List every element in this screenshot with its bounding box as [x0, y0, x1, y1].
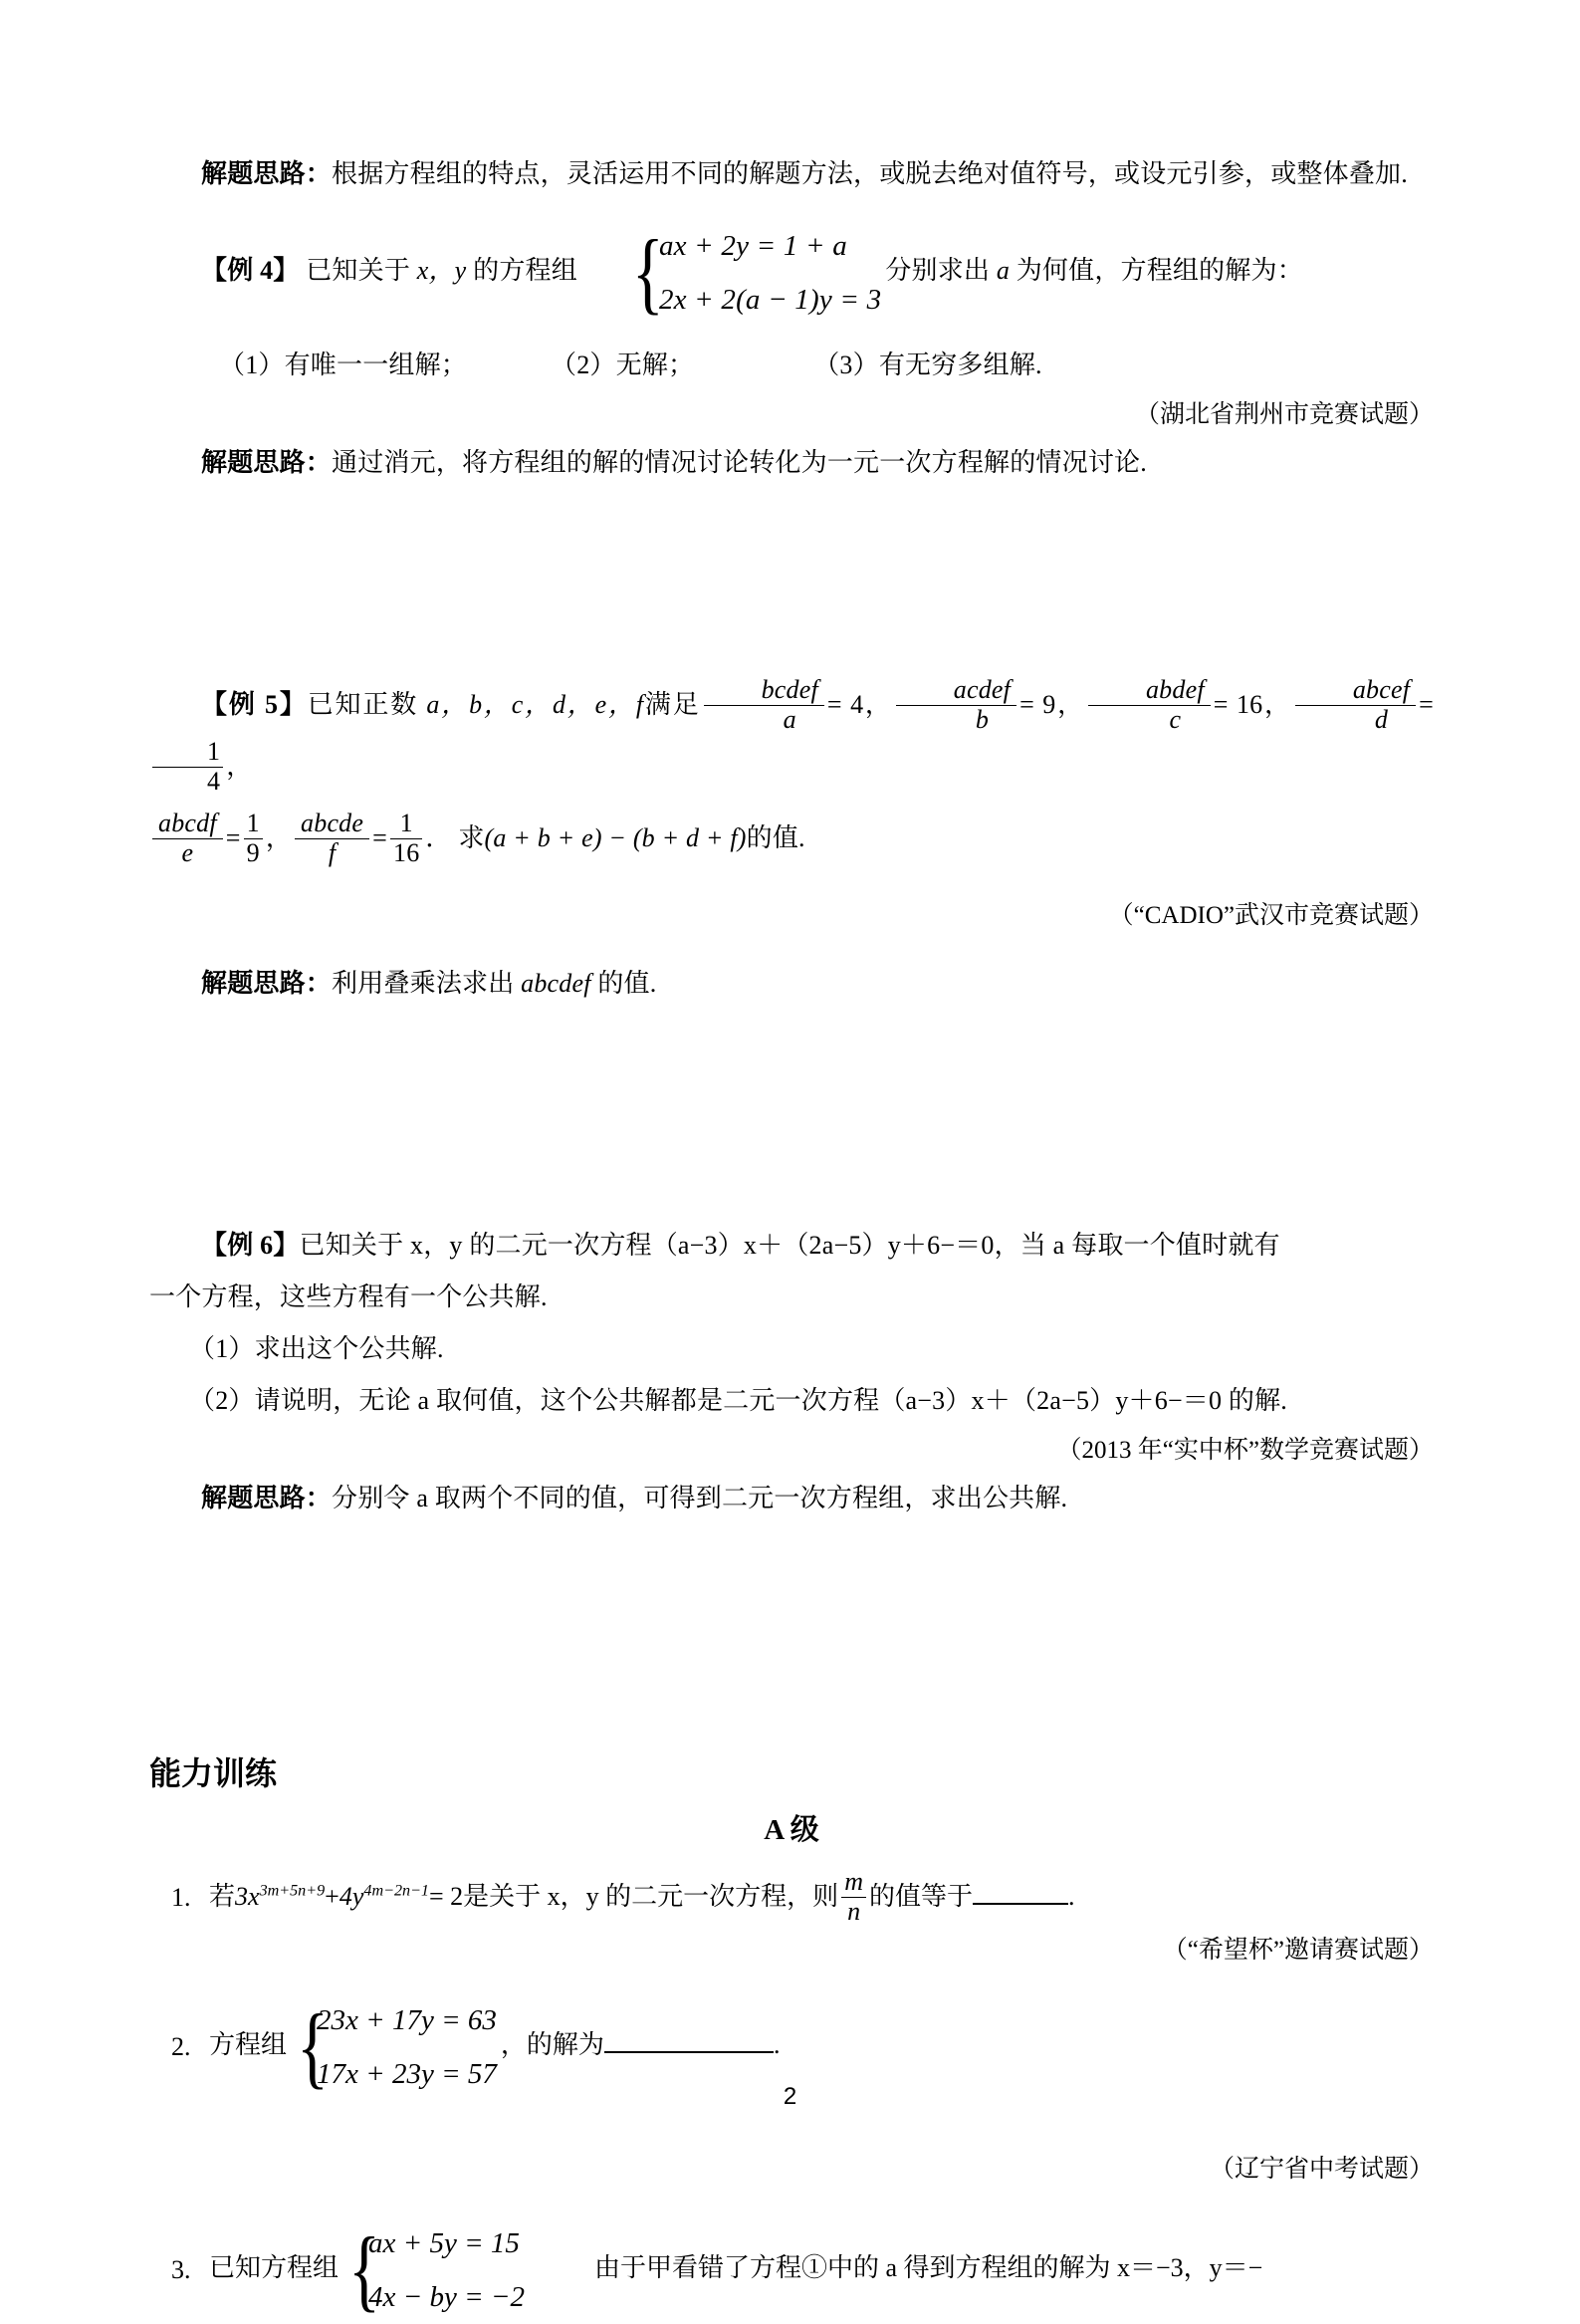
exercise-1-equals: = 2 [429, 1882, 464, 1911]
example5-tag: 【例 5】 [201, 690, 308, 719]
exercise-1-source: （“希望杯”邀请赛试题） [1162, 1936, 1434, 1964]
fraction-numerator: abcde [301, 809, 364, 838]
spacer [149, 875, 1434, 893]
example5-hint [149, 959, 1434, 1009]
left-brace-icon: { [348, 2217, 381, 2320]
example5-fraction-1 [704, 676, 824, 733]
example5-question-suffix: 的值. [746, 823, 805, 852]
exercise-3-equation-row-2: 4x − by = −2 [368, 2280, 525, 2313]
exercise-1 [149, 1869, 1434, 1928]
page-content [149, 149, 1434, 2324]
example4-item-3: （3）有无穷多组解. [813, 350, 1042, 379]
term-base: 3x [235, 1882, 260, 1911]
exercise-1-answer-blank[interactable] [973, 1903, 1068, 1905]
example5-hint-post: 的值. [597, 969, 657, 998]
example5-eq-5: = [225, 823, 241, 852]
example4-equation-system [581, 219, 881, 327]
spacer [149, 1011, 1434, 1195]
page-number: 2 [783, 2083, 797, 2110]
example5-question-expression: (a + b + e) − (b + d + f) [484, 823, 747, 852]
fraction-numerator: 1 [399, 809, 413, 838]
example4-tail-var: a [996, 255, 1011, 285]
exercise-1-number: 1. [171, 1883, 191, 1913]
example6-statement-line2: 一个方程，这些方程有一个公共解. [149, 1282, 548, 1311]
exercise-3-number: 3. [171, 2254, 191, 2284]
example4-statement [149, 219, 1434, 327]
example5-sep-1: ， [863, 690, 893, 719]
example5-fraction-6 [295, 810, 369, 866]
term-exponent: 3m+5n+9 [259, 1882, 326, 1900]
spacer [149, 1859, 1434, 1869]
example5-sep-2: ， [1055, 690, 1085, 719]
left-brace-icon: { [297, 1994, 330, 2097]
fraction-numerator: abcdf [158, 809, 217, 838]
example5-statement [149, 674, 1434, 798]
example4-items [149, 341, 1434, 390]
exercise-1-suffix: 的值等于 [868, 1882, 973, 1911]
exercise-3-prefix: 已知方程组 [209, 2252, 339, 2282]
example4-equation-row-1: ax + 2y = 1 + a [658, 230, 847, 262]
example5-question-prefix: 求 [458, 823, 485, 852]
exercise-1-period: . [1067, 1882, 1075, 1911]
example4-tail-pre: 分别求出 [885, 255, 991, 285]
example5-fraction-6-value [390, 810, 422, 866]
exercise-3-body [209, 2216, 1434, 2324]
fraction-numerator: abcef [1352, 675, 1411, 705]
fraction-numerator: bcdef [761, 675, 818, 705]
fraction-denominator: a [704, 705, 824, 734]
example6-item-2: （2）请说明，无论 a 取何值，这个公共解都是二元一次方程（a−3）x＋（2a−5）y＋6−＝0 的解. [189, 1386, 1288, 1415]
example6-statement-line1 [149, 1221, 1434, 1271]
exercise-1-plus: + [325, 1882, 339, 1911]
example5-sep-6: ． [425, 823, 452, 852]
example6-hint-label: 解题思路： [201, 1484, 333, 1512]
example5-fraction-5-value [244, 810, 263, 866]
exercise-2-suffix: 的解为 [526, 2029, 604, 2059]
intro-text: 根据方程组的特点，灵活运用不同的解题方法，或脱去绝对值符号，或设元引参，或整体叠加. [332, 159, 1408, 188]
example5-vars: a，b，c，d，e，f [426, 690, 644, 719]
example5-eq-1: = 4 [826, 690, 864, 719]
example5-eq-6: = [372, 823, 388, 852]
exercise-1-prefix: 若 [209, 1882, 236, 1911]
exercise-1-term-1 [235, 1882, 325, 1911]
example5-fraction-4 [1295, 676, 1416, 733]
example4-tail-post: 为何值，方程组的解为： [1016, 255, 1303, 285]
intro-paragraph [149, 149, 1434, 199]
example6-hint [149, 1474, 1434, 1523]
exercise-1-body [209, 1869, 1434, 1928]
example4-equation-row-2: 2x + 2(a − 1)y = 3 [658, 284, 882, 316]
example5-statement-line2 [149, 808, 1434, 869]
exercise-2-comma: ， [500, 2029, 527, 2059]
exercise-2-period: . [773, 2029, 781, 2059]
term-exponent: 4m−2n−1 [363, 1882, 429, 1900]
fraction-denominator: 4 [152, 767, 223, 796]
example4-source: （湖北省荆州市竞赛试题） [1134, 401, 1434, 428]
exercise-3-equation-system [342, 2216, 525, 2324]
example5-sep-3: ， [1262, 690, 1292, 719]
fraction-numerator: 1 [246, 809, 260, 838]
example6-item-1: （1）求出这个公共解. [189, 1334, 444, 1363]
term-base: 4y [339, 1882, 364, 1911]
exercise-2-prefix: 方程组 [209, 2029, 288, 2059]
exercise-1-term-2 [339, 1882, 429, 1911]
fraction-denominator: d [1295, 705, 1416, 734]
example5-fraction-5 [152, 810, 223, 866]
left-brace-icon: { [631, 221, 664, 324]
example6-tag: 【例 6】 [201, 1231, 300, 1260]
fraction-numerator: m [844, 1867, 863, 1897]
fraction-denominator: c [1088, 705, 1211, 734]
example4-hint-text: 通过消元，将方程组的解的情况讨论转化为一元一次方程解的情况讨论. [332, 448, 1147, 477]
fraction-denominator: 16 [390, 838, 422, 867]
exercise-2-equation-row-2: 17x + 23y = 57 [317, 2057, 497, 2090]
fraction-denominator: f [295, 838, 369, 867]
exercise-1-mid: 是关于 x，y 的二元一次方程，则 [463, 1882, 839, 1911]
exercise-2-equation-row-1: 23x + 17y = 63 [317, 2003, 497, 2036]
example5-hint-label: 解题思路： [201, 969, 333, 998]
example4-lead: 已知关于 [306, 255, 411, 285]
spacer [149, 1974, 1434, 1993]
exercise-2-number: 2. [171, 2031, 191, 2061]
example6-hint-text: 分别令 a 取两个不同的值，可得到二元一次方程组，求出公共解. [332, 1484, 1068, 1512]
example4-tag: 【例 4】 [201, 255, 300, 285]
example4-hint [149, 438, 1434, 488]
fraction-denominator: e [152, 838, 223, 867]
example4-hint-label: 解题思路： [201, 448, 333, 477]
example5-eq-4: = [1419, 690, 1435, 719]
spacer [149, 1525, 1434, 1710]
exercise-3 [149, 2216, 1434, 2324]
exercise-1-fraction [841, 1868, 866, 1925]
example5-eq-2: = 9 [1019, 690, 1056, 719]
fraction-numerator: acdef [953, 675, 1012, 705]
example5-sep-4: ， [226, 752, 253, 781]
example5-eq-3: = 16 [1213, 690, 1263, 719]
exercise-2-answer-blank[interactable] [604, 2051, 774, 2053]
example5-fraction-4-value [152, 738, 223, 795]
example4-vars: x，y [416, 255, 467, 285]
example6-source: （2013 年“实中杯”数学竞赛试题） [1056, 1437, 1434, 1464]
spacer [149, 490, 1434, 674]
example5-mid: 满足 [643, 690, 701, 719]
exercise-2-source: （辽宁省中考试题） [1209, 2155, 1434, 2183]
example5-lead: 已知正数 [307, 690, 419, 719]
spacer [149, 2193, 1434, 2216]
example4-mid: 的方程组 [473, 255, 577, 285]
training-section-title: 能力训练 [149, 1755, 278, 1791]
example5-source: （“CADIO”武汉市竞赛试题） [1108, 902, 1434, 929]
example5-fraction-3 [1088, 676, 1211, 733]
fraction-numerator: 1 [207, 737, 221, 767]
fraction-denominator: b [896, 705, 1016, 734]
training-level-title: A 级 [764, 1814, 819, 1846]
example6-text-1: 已知关于 x，y 的二元一次方程（a−3）x＋（2a−5）y＋6−＝0，当 a 每取一个值时就有 [299, 1231, 1280, 1260]
example5-hint-math: abcdef [521, 969, 591, 998]
example5-hint-pre: 利用叠乘法求出 [332, 969, 515, 998]
spacer [149, 201, 1434, 219]
spacer [149, 1195, 1434, 1221]
spacer [149, 939, 1434, 959]
example4-item-1: （1）有唯一一组解； [219, 350, 468, 379]
intro-label: 解题思路： [201, 159, 333, 188]
exercise-3-tail: 由于甲看错了方程①中的 a 得到方程组的解为 x＝−3，y＝− [593, 2252, 1263, 2282]
spacer [149, 1710, 1434, 1745]
example5-fraction-2 [896, 676, 1016, 733]
fraction-denominator: n [841, 1897, 866, 1926]
example4-item-2: （2）无解； [551, 350, 695, 379]
fraction-denominator: 9 [244, 838, 263, 867]
example5-sep-5: ， [265, 823, 293, 852]
exercise-3-equation-row-1: ax + 5y = 15 [368, 2226, 520, 2259]
fraction-numerator: abdef [1145, 675, 1205, 705]
